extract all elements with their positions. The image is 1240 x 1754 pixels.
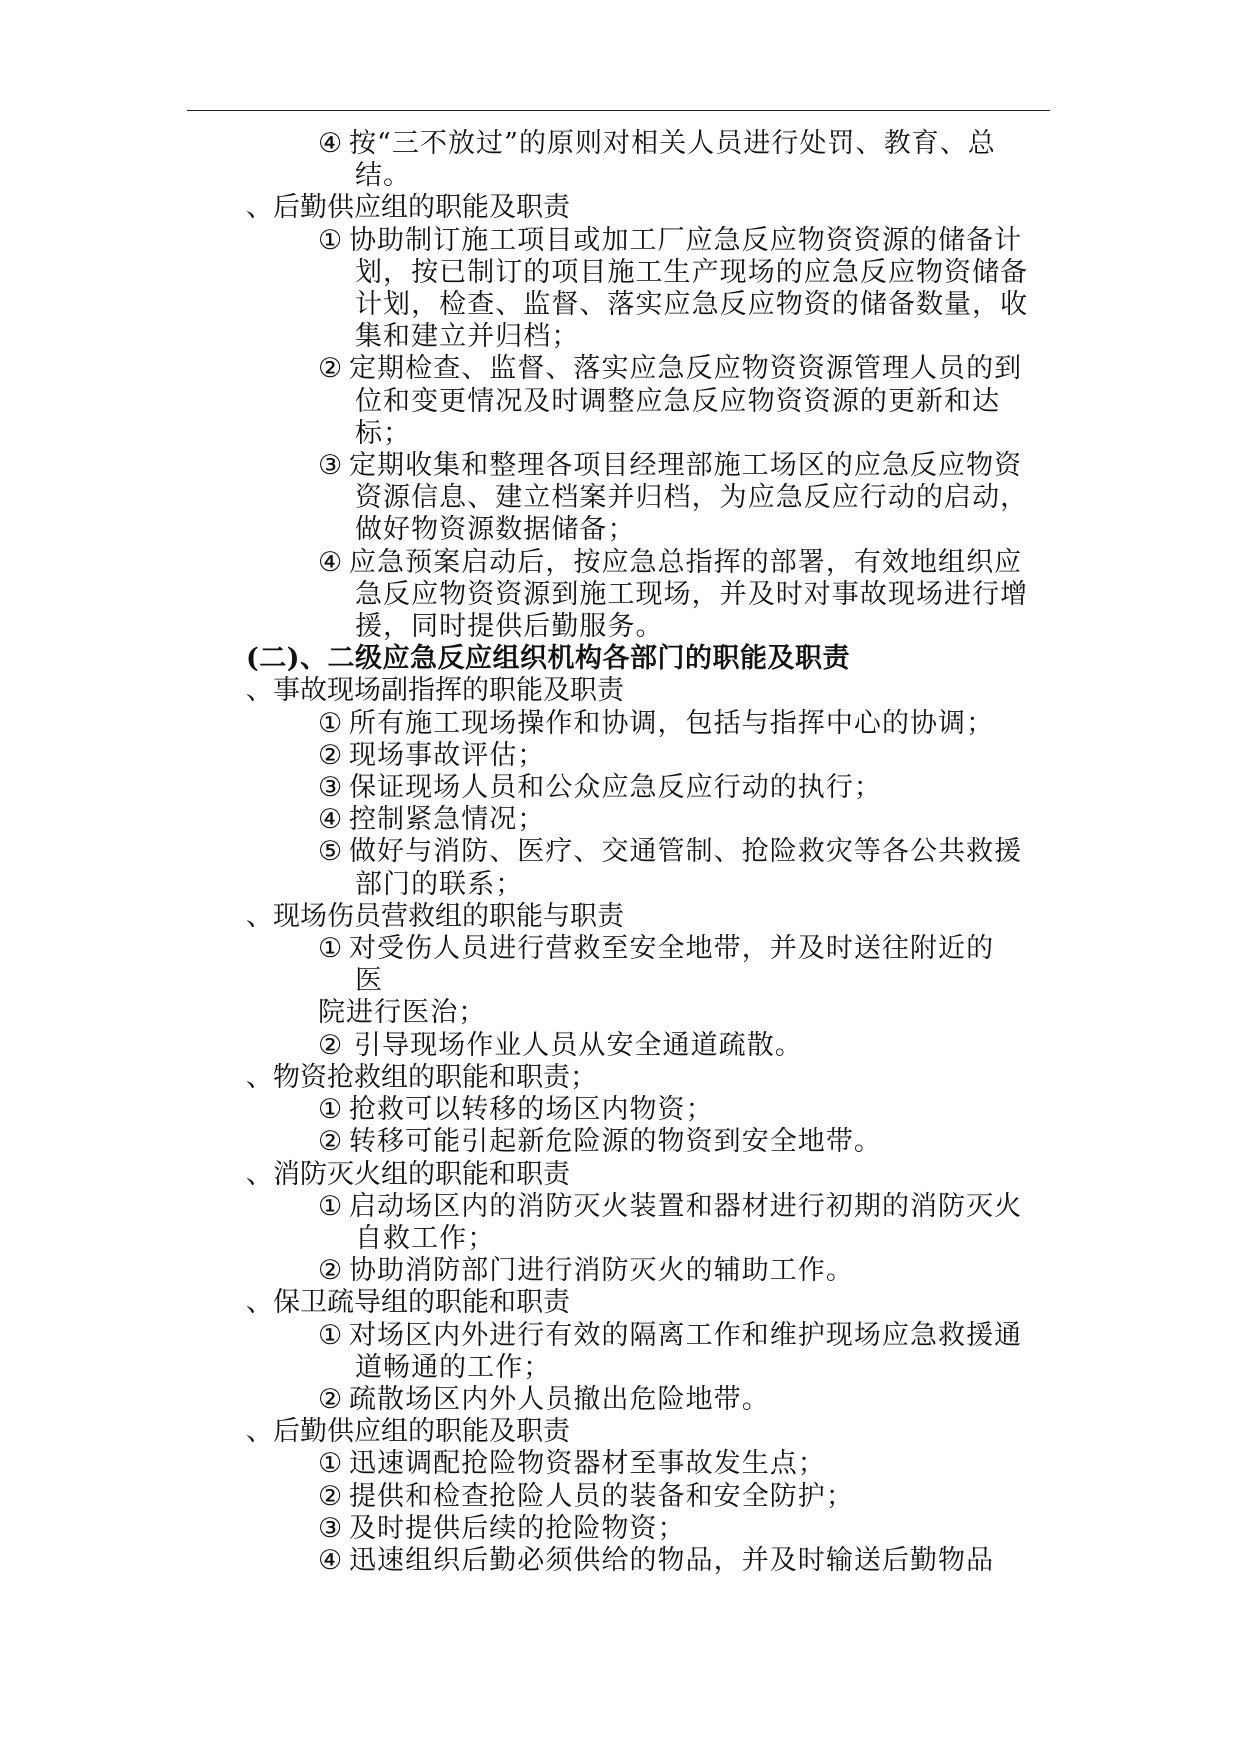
list-item-marker: ① <box>318 1190 344 1222</box>
list-item-text: 迅速组织后勤必须供给的物品，并及时输送后勤物品 <box>349 1544 995 1576</box>
list-item <box>0 708 1047 740</box>
list-item <box>0 1191 1047 1255</box>
list-item-marker: ③ <box>318 772 344 804</box>
list-item-text: 疏散场区内外人员撤出危险地带。 <box>349 1383 770 1415</box>
group-heading: 、物资抢救组的职能和职责； <box>246 1061 597 1093</box>
group-heading: 、消防灭火组的职能和职责 <box>246 1158 570 1190</box>
list-item <box>0 1126 1047 1158</box>
list-item <box>0 1513 1047 1545</box>
list-item-marker: ② <box>318 739 344 771</box>
list-item <box>0 740 1047 772</box>
list-item <box>0 547 1047 644</box>
list-item-marker: ② <box>318 1383 344 1415</box>
section-heading: (二)、二级应急反应组织机构各部门的职能及职责 <box>246 643 851 675</box>
group-heading: 、现场伤员营救组的职能与职责 <box>246 900 624 932</box>
list-item <box>0 1448 1047 1480</box>
list-item <box>0 128 1047 192</box>
plain-line-text: 引导现场作业人员从安全通道疏散。 <box>354 1029 803 1061</box>
list-item <box>0 1255 1047 1287</box>
list-item-marker: ① <box>318 933 344 965</box>
list-item <box>0 353 1047 450</box>
list-item-marker: ④ <box>318 1544 344 1576</box>
list-item-marker: ③ <box>318 450 344 482</box>
list-item-text: 对受伤人员进行营救至安全地带，并及时送往附近的 <box>349 933 995 965</box>
list-item <box>0 933 1047 965</box>
list-item-marker: ③ <box>318 1512 344 1544</box>
list-item-text: 应急预案启动后，按应急总指挥的部署，有效地组织应急反应物资资源到施工现场，并及时对事故现场进行增援，同时提供后勤服务。 <box>349 546 1029 643</box>
list-item-text: 做好与消防、医疗、交通管制、抢险救灾等各公共救援部门的联系； <box>349 836 1023 900</box>
group-heading: 、后勤供应组的职能及职责 <box>246 1416 570 1448</box>
list-item-marker: ④ <box>318 804 344 836</box>
list-item-text: 协助制订施工项目或加工厂应急反应物资资源的储备计划，按已制订的项目施工生产现场的应急反应物资储备计划，检查、监督、落实应急反应物资的储备数量，收集和建立并归档； <box>349 224 1029 353</box>
list-item-text: 所有施工现场操作和协调，包括与指挥中心的协调； <box>349 707 995 739</box>
list-item <box>0 836 1047 900</box>
list-item <box>0 772 1047 804</box>
list-item-marker: ① <box>318 1448 344 1480</box>
list-item-marker: ④ <box>318 546 344 578</box>
header-rule <box>187 110 1050 111</box>
list-item-marker: ② <box>318 1126 344 1158</box>
plain-line-text: 院进行医治； <box>318 997 487 1029</box>
list-item <box>0 1094 1047 1126</box>
list-item-marker: ④ <box>318 128 344 159</box>
list-item-marker: ① <box>318 224 344 256</box>
list-item-marker: ① <box>318 1094 344 1126</box>
list-item-text: 提供和检查抢险人员的装备和安全防护； <box>349 1480 854 1512</box>
group-heading: 、保卫疏导组的职能和职责 <box>246 1287 570 1319</box>
list-item-marker: ⑤ <box>318 836 344 868</box>
group-heading: 、事故现场副指挥的职能及职责 <box>246 675 624 707</box>
list-item-text: 及时提供后续的抢险物资； <box>349 1512 686 1544</box>
list-item-text: 按“三不放过”的原则对相关人员进行处罚、教育、总结。 <box>349 128 996 192</box>
list-item-text: 控制紧急情况； <box>349 804 546 836</box>
list-item-text: 保证现场人员和公众应急反应行动的执行； <box>349 772 882 804</box>
list-item <box>0 804 1047 836</box>
list-item-text: 迅速调配抢险物资器材至事故发生点； <box>349 1448 826 1480</box>
list-item-marker: ① <box>318 1319 344 1351</box>
list-item-marker: ② <box>318 353 344 385</box>
list-item-marker: ① <box>318 707 344 739</box>
list-item-text: 定期收集和整理各项目经理部施工场区的应急反应物资资源信息、建立档案并归档，为应急反应行动的启动，做好物资源数据储备； <box>349 450 1029 546</box>
list-item <box>0 1481 1047 1513</box>
list-item <box>0 1384 1047 1416</box>
list-item-marker: ② <box>318 1029 344 1061</box>
list-item-text: 对场区内外进行有效的隔离工作和维护现场应急救援通道畅通的工作； <box>349 1319 1023 1383</box>
plain-line <box>0 997 1048 1029</box>
list-item <box>0 450 1047 547</box>
list-item-text: 抢救可以转移的场区内物资； <box>349 1094 714 1126</box>
plain-line <box>0 1030 1048 1062</box>
list-item-continuation: 医 <box>355 965 384 997</box>
list-item-marker: ② <box>318 1480 344 1512</box>
list-item <box>0 225 1047 354</box>
list-item-marker: ② <box>318 1255 344 1287</box>
list-item <box>0 1320 1047 1384</box>
list-item-text: 转移可能引起新危险源的物资到安全地带。 <box>349 1126 882 1158</box>
list-item-text: 协助消防部门进行消防灭火的辅助工作。 <box>349 1255 854 1287</box>
list-item-text: 定期检查、监督、落实应急反应物资资源管理人员的到位和变更情况及时调整应急反应物资资源的更新和达标； <box>349 353 1023 449</box>
list-item-text: 现场事故评估； <box>349 739 546 771</box>
list-item-text: 启动场区内的消防灭火装置和器材进行初期的消防灭火自救工作； <box>349 1190 1023 1254</box>
group-heading: 、后勤供应组的职能及职责 <box>246 192 570 224</box>
list-item <box>0 1545 1047 1577</box>
document-body <box>0 128 1240 1577</box>
